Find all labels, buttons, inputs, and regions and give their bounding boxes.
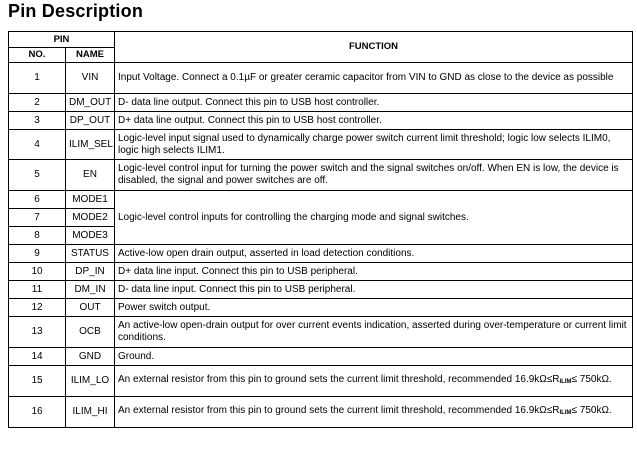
- pin-function: Logic-level input signal used to dynamically charge power switch current limit threshold; logic low selects ILIM0, logic high selects ILIM1.: [115, 130, 633, 160]
- pin-function: [115, 397, 633, 428]
- table-row: [9, 63, 633, 94]
- pin-name: VIN: [66, 63, 115, 94]
- pin-number: 5: [9, 160, 66, 191]
- table-row: [9, 317, 633, 348]
- pin-function: Logic-level control input for turning the power switch and the signal switches on/off. When EN is low, the device is disabled, the signal and power switches are off.: [115, 160, 633, 191]
- table-row: [9, 245, 633, 263]
- pin-number: 7: [9, 209, 66, 227]
- pin-function: Power switch output.: [115, 299, 633, 317]
- pin-name: DP_OUT: [66, 112, 115, 130]
- pin-number: 8: [9, 227, 66, 245]
- table-row: [9, 191, 633, 209]
- table-row: [9, 160, 633, 191]
- table-row: [9, 263, 633, 281]
- pin-number: 13: [9, 317, 66, 348]
- pin-function: Active-low open drain output, asserted in load detection conditions.: [115, 245, 633, 263]
- pin-number: 12: [9, 299, 66, 317]
- pin-number: 10: [9, 263, 66, 281]
- pin-function: [115, 366, 633, 397]
- function-text: ≤ 750kΩ.: [571, 374, 612, 385]
- pin-function: Ground.: [115, 348, 633, 366]
- pin-description-table: [8, 31, 633, 428]
- pin-number: 2: [9, 94, 66, 112]
- pin-number: 1: [9, 63, 66, 94]
- pin-name: STATUS: [66, 245, 115, 263]
- table-row: [9, 281, 633, 299]
- table-row: [9, 348, 633, 366]
- pin-name: OUT: [66, 299, 115, 317]
- pin-name: EN: [66, 160, 115, 191]
- table-row: [9, 397, 633, 428]
- table-row: [9, 130, 633, 160]
- table-row: [9, 299, 633, 317]
- table-row: [9, 94, 633, 112]
- pin-name: MODE1: [66, 191, 115, 209]
- table-row: [9, 366, 633, 397]
- header-no: NO.: [9, 48, 66, 63]
- pin-name: ILIM_SEL: [66, 130, 115, 160]
- pin-function: D- data line input. Connect this pin to USB peripheral.: [115, 281, 633, 299]
- pin-name: ILIM_LO: [66, 366, 115, 397]
- header-pin: PIN: [9, 32, 115, 48]
- pin-number: 9: [9, 245, 66, 263]
- subscript-ilim: ILIM: [559, 379, 572, 385]
- pin-number: 16: [9, 397, 66, 428]
- table-row: [9, 112, 633, 130]
- pin-name: ILIM_HI: [66, 397, 115, 428]
- pin-name: OCB: [66, 317, 115, 348]
- function-text: ≤ 750kΩ.: [571, 405, 612, 416]
- pin-number: 11: [9, 281, 66, 299]
- pin-name: MODE2: [66, 209, 115, 227]
- pin-function: D+ data line input. Connect this pin to USB peripheral.: [115, 263, 633, 281]
- pin-name: MODE3: [66, 227, 115, 245]
- subscript-ilim: ILIM: [559, 410, 572, 416]
- pin-function: Input Voltage. Connect a 0.1µF or greater ceramic capacitor from VIN to GND as close to the device as possible: [115, 63, 633, 94]
- header-function: FUNCTION: [115, 32, 633, 63]
- header-name: NAME: [66, 48, 115, 63]
- pin-name: DM_OUT: [66, 94, 115, 112]
- pin-function: D- data line output. Connect this pin to USB host controller.: [115, 94, 633, 112]
- pin-name: DM_IN: [66, 281, 115, 299]
- pin-number: 3: [9, 112, 66, 130]
- pin-number: 4: [9, 130, 66, 160]
- pin-name: DP_IN: [66, 263, 115, 281]
- pin-number: 14: [9, 348, 66, 366]
- function-text: An external resistor from this pin to ground sets the current limit threshold, recommended 16.9kΩ≤R: [118, 405, 560, 416]
- pin-function: D+ data line output. Connect this pin to USB host controller.: [115, 112, 633, 130]
- pin-function: Logic-level control inputs for controlling the charging mode and signal switches.: [115, 191, 633, 245]
- pin-number: 6: [9, 191, 66, 209]
- pin-function: An active-low open-drain output for over current events indication, asserted during over-temperature or current limit conditions.: [115, 317, 633, 348]
- pin-number: 15: [9, 366, 66, 397]
- page-title: Pin Description: [8, 1, 144, 21]
- pin-name: GND: [66, 348, 115, 366]
- function-text: An external resistor from this pin to ground sets the current limit threshold, recommended 16.9kΩ≤R: [118, 374, 560, 385]
